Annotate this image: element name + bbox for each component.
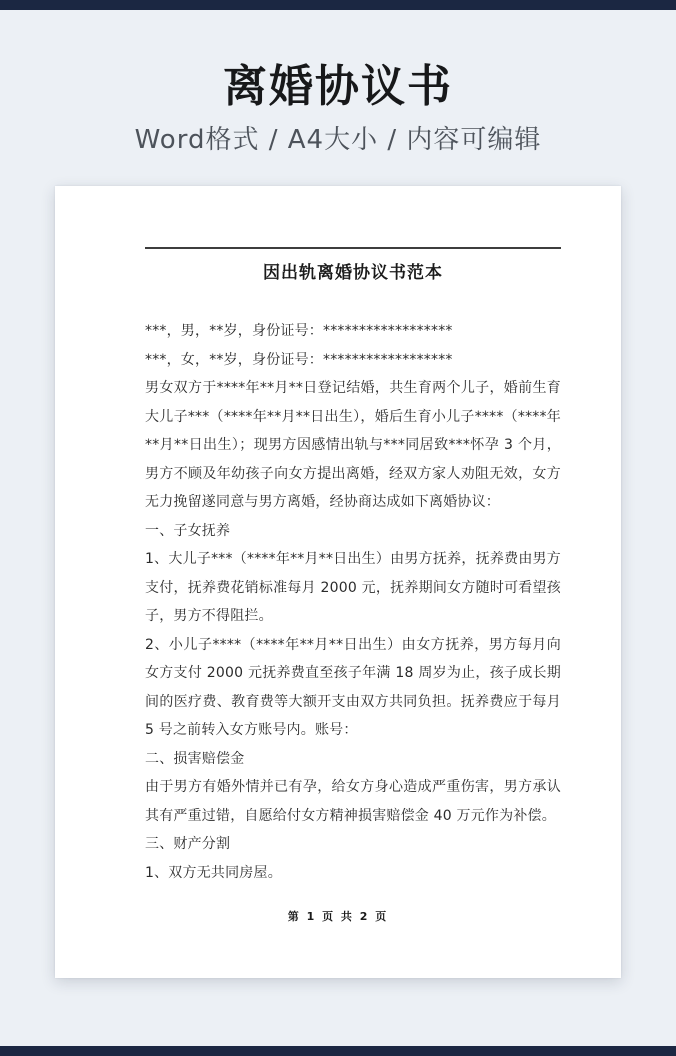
document-paragraph: ***，男，**岁，身份证号：****************** (145, 323, 453, 339)
document-paragraph: 1、大儿子***（****年**月**日出生）由男方抚养，抚养费由男方支付，抚养费花销标准每月 2000 元，抚养期间女方随时可看望孩子，男方不得阻拦。 (145, 551, 561, 624)
document-divider (145, 247, 561, 249)
document-paragraph: 2、小儿子****（****年**月**日出生）由女方抚养，男方每月向女方支付 2000 元抚养费直至孩子年满 18 周岁为止，孩子成长期间的医疗费、教育费等大额开支由双方共同负担。抚养费应于每月 5 号之前转入女方账号内。账号： (145, 636, 561, 738)
document-paragraph: 一、子女抚养 (145, 522, 231, 539)
document-paragraph: ***，女，**岁，身份证号：****************** (145, 351, 453, 368)
bottom-accent-bar (0, 1046, 676, 1056)
document-title: 因出轨离婚协议书范本 (263, 263, 443, 283)
page-number: 第 1 页 共 2 页 (287, 910, 389, 923)
document-paragraph: 二、损害赔偿金 (145, 750, 245, 767)
header (0, 0, 676, 154)
document-body (145, 317, 561, 887)
document-paragraph: 由于男方有婚外情并已有孕，给女方身心造成严重伤害，男方承认其有严重过错，自愿给付女方精神损害赔偿金 40 万元作为补偿。 (145, 779, 561, 824)
page-title: 离婚协议书 (223, 61, 453, 112)
document-content (145, 186, 561, 887)
page-subtitle: Word格式 / A4大小 / 内容可编辑 (134, 125, 542, 155)
document-page (55, 186, 621, 978)
document-paragraph: 1、双方无共同房屋。 (145, 864, 282, 881)
document-paragraph: 三、财产分割 (145, 836, 231, 852)
document-paragraph: 男女双方于****年**月**日登记结婚，共生育两个儿子，婚前生育大儿子***（****年**月**日出生），婚后生育小儿子****（****年**月**日出生）；现男方因感情出轨与***同居致***怀孕 3 个月，男方不顾及年幼孩子向女方提出离婚，经双方家人劝阻无效，女方无力挽留遂同意与男方离婚，经协商达成如下离婚协议： (145, 380, 561, 510)
